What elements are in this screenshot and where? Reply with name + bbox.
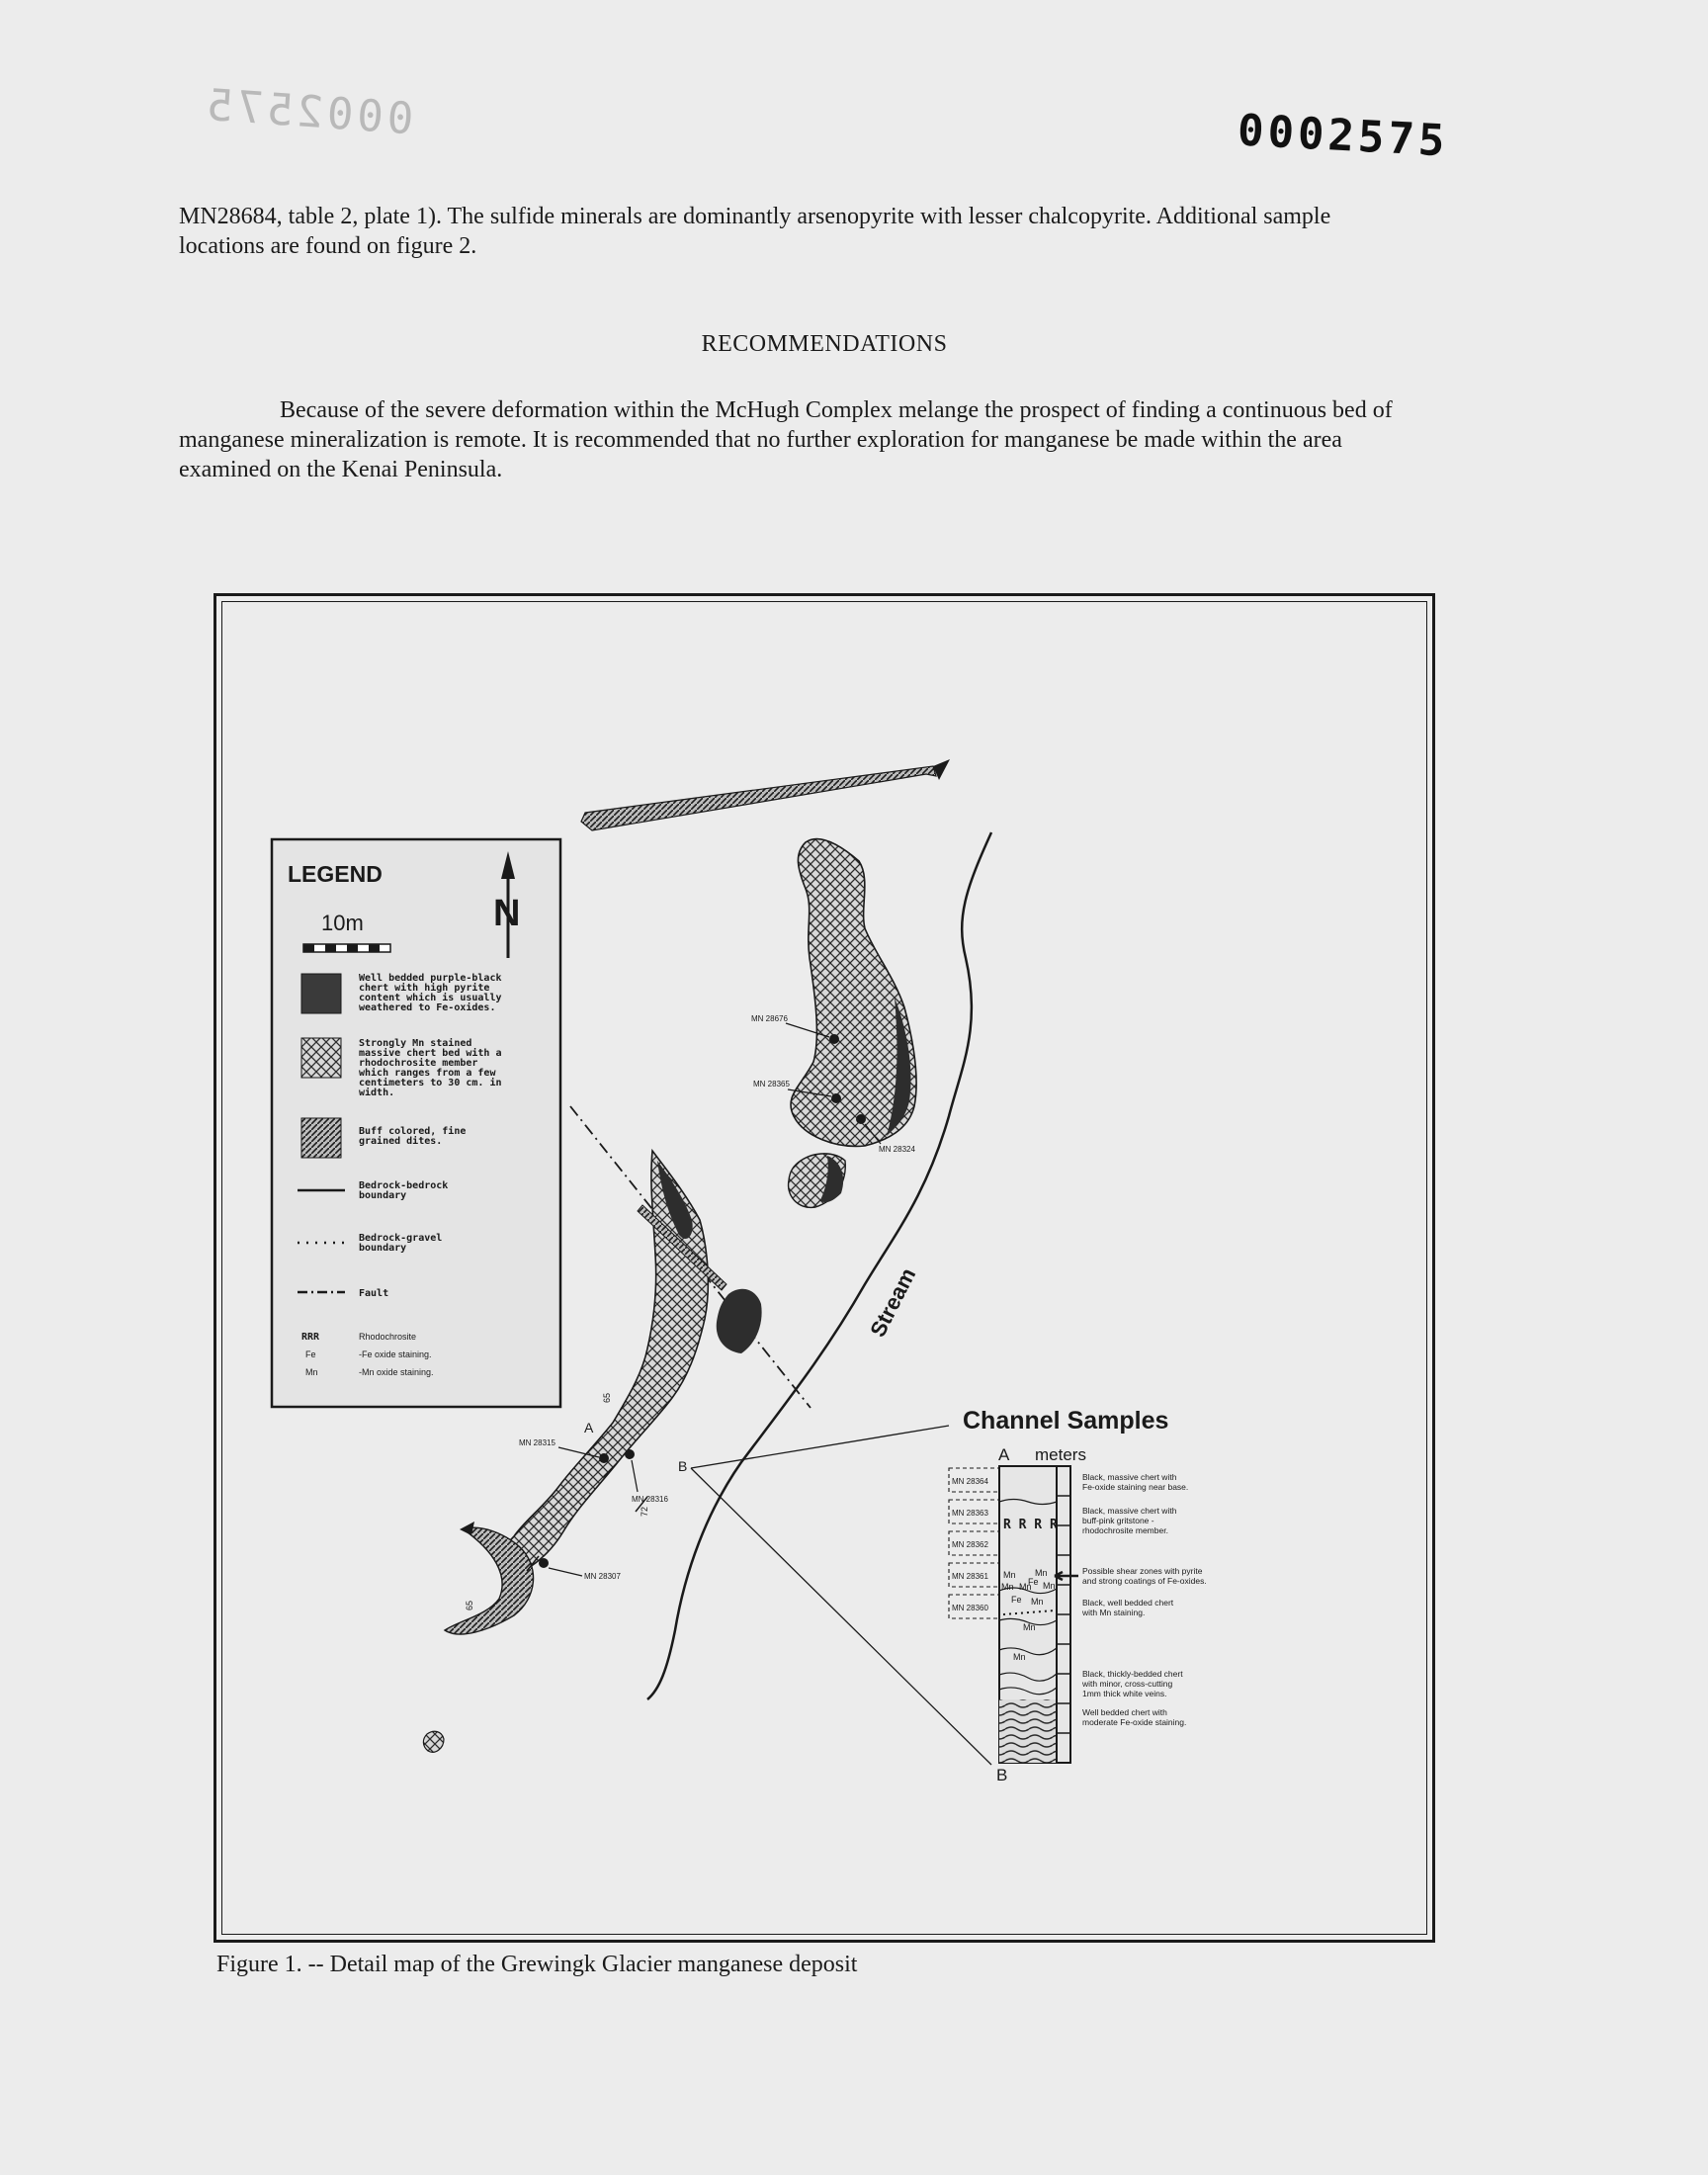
sample-label-mn28307: MN 28307 [584,1572,621,1581]
svg-text:Well bedded chert withmoderate: Well bedded chert with moderate Fe-oxide staining. [1082,1707,1187,1727]
channel-unit-label: meters [1035,1445,1086,1464]
svg-text:MN 28363: MN 28363 [952,1509,988,1518]
legend-symbol-mn-label: -Mn oxide staining. [359,1367,434,1377]
svg-text:Mn: Mn [1035,1568,1048,1578]
legend-title: LEGEND [288,861,383,887]
svg-text:Mn: Mn [1001,1582,1014,1592]
legend-symbol-fe: Fe [305,1349,316,1359]
svg-text:Black, massive chert withFe-ox: Black, massive chert with Fe-oxide staining near base. [1082,1472,1189,1492]
legend-symbol-rrr: RRR [301,1332,320,1343]
stream-label: Stream [865,1263,921,1342]
channel-rhodo: R R R R [1003,1518,1058,1532]
channel-sample-ids [952,1477,988,1612]
channel-annotations [1081,1472,1207,1727]
legend-line-label-2: Bedrock-gravel boundary [359,1233,443,1254]
paragraph-recommendations: Because of the severe deformation within the McHugh Complex melange the prospect of finding a continuous bed of manganese mineralization is remote. It is recommended that no further exploration for manganese be made within the area examined on the Kenai Peninsula. [179,397,1393,482]
legend-swatch-mn-chert [301,1038,341,1078]
channel-title: Channel Samples [963,1407,1169,1435]
legend-scale-bar [303,944,390,952]
sample-label-mn28315: MN 28315 [519,1438,555,1447]
legend-symbol-mn: Mn [305,1367,318,1377]
sample-label-mn28324: MN 28324 [879,1145,915,1154]
figure-caption: Figure 1. -- Detail map of the Grewingk Glacier manganese deposit [216,1952,858,1977]
legend-swatch-buff-dites [301,1118,341,1158]
channel-connector-bottom [691,1468,991,1765]
figure-inner-border [221,601,1427,1935]
svg-text:MN 28360: MN 28360 [952,1604,988,1612]
legend-line-label-3: Fault [359,1288,389,1299]
page-number-stamp: 0002575 [1236,105,1450,167]
legend-item-2: Strongly Mn stained massive chert bed with a rhodochrosite member which ranges from a few centimeters to 30 cm. in width. [359,1038,502,1098]
legend-symbol-fe-label: -Fe oxide staining. [359,1349,432,1359]
svg-text:Black, well bedded chertwith M: Black, well bedded chert with Mn staining. [1082,1598,1174,1617]
legend-item-3: Buff colored, fine grained dites. [359,1126,467,1147]
svg-text:MN 28364: MN 28364 [952,1477,988,1486]
section-heading-recommendations: RECOMMENDATIONS [701,331,948,357]
svg-text:Possible shear zones with pyri: Possible shear zones with pyrite and strong coatings of Fe-oxides. [1082,1566,1207,1586]
dip-label-3: 65 [465,1600,474,1610]
dip-label-2: 72 [640,1506,649,1517]
detail-map [222,602,1427,1935]
legend-line-label-1: Bedrock-bedrock boundary [359,1180,449,1201]
channel-bottom-label: B [996,1766,1008,1784]
svg-text:Mn: Mn [1031,1597,1044,1607]
sample-label-mn28676: MN 28676 [751,1014,788,1023]
svg-text:Mn: Mn [1013,1652,1026,1662]
svg-text:Black, thickly-bedded chertwit: Black, thickly-bedded chert with minor, cross-cutting 1mm thick white veins. [1082,1669,1183,1698]
channel-column-strata [999,1699,1057,1763]
north-label: N [493,893,521,934]
legend-swatch-purple-black-chert [301,974,341,1013]
svg-text:Black, massive chert withbuff-: Black, massive chert with buff-pink gritstone -rhodochrosite member. [1082,1506,1177,1535]
legend-symbol-rrr-label: Rhodochrosite [359,1332,417,1342]
svg-text:Mn: Mn [1043,1581,1056,1591]
mn-body-isolated [423,1731,444,1752]
sample-label-mn28365: MN 28365 [753,1080,790,1088]
svg-text:Fe: Fe [1011,1595,1022,1605]
svg-text:Mn: Mn [1019,1582,1032,1592]
dip-label-1: 65 [602,1392,612,1403]
legend-item-1: Well bedded purple-black chert with high pyrite content which is usually weathered to Fe-oxides. [359,973,502,1013]
ghost-page-number: 0002575 [201,79,415,145]
svg-text:Mn: Mn [1023,1622,1036,1632]
figure-frame [214,593,1435,1943]
channel-top-label: A [998,1445,1010,1464]
paragraph-sulfide-minerals: MN28684, table 2, plate 1). The sulfide minerals are dominantly arsenopyrite with lesser chalcopyrite. Additional sample locations are found on figure 2. [179,204,1331,259]
svg-text:Mn: Mn [1003,1570,1016,1580]
svg-text:MN 28361: MN 28361 [952,1572,988,1581]
legend-scale-label: 10m [321,911,364,935]
svg-text:MN 28362: MN 28362 [952,1540,988,1549]
point-a-map: A [584,1420,594,1436]
channel-connector-top [691,1426,949,1468]
dike-north-tip [933,759,950,780]
dike-north [581,766,936,830]
point-b-map: B [678,1458,688,1474]
svg-text:Fe: Fe [1028,1577,1039,1587]
sample-label-mn28316: MN 28316 [632,1495,668,1504]
